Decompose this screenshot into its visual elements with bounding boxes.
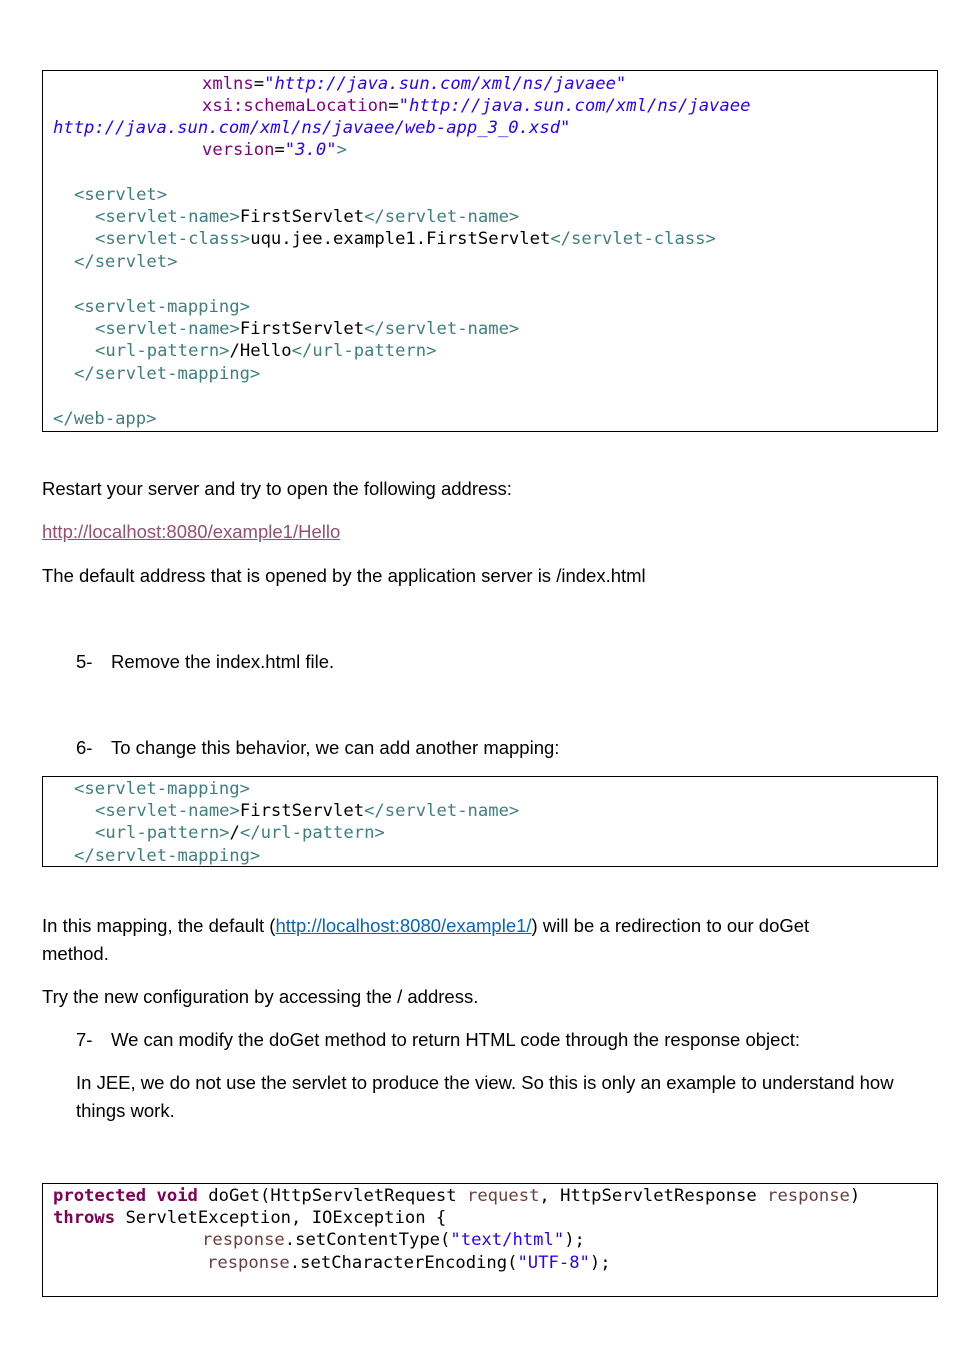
java-text: .setContentType( bbox=[284, 1230, 451, 1250]
xml-attribute: xsi:schemaLocation bbox=[202, 96, 389, 116]
java-text: .setCharacterEncoding( bbox=[289, 1253, 518, 1273]
xml-tag: </servlet-name> bbox=[364, 207, 520, 227]
step-number: 7- bbox=[76, 1029, 93, 1050]
code-line-url-pattern bbox=[95, 822, 385, 844]
java-text: doGet(HttpServletRequest bbox=[208, 1186, 457, 1206]
xml-tag: <servlet-class> bbox=[95, 229, 251, 249]
code-block-webxml bbox=[42, 70, 938, 432]
java-keyword: void bbox=[156, 1186, 198, 1206]
xml-value: "http://java.sun.com/xml/ns/javaee bbox=[398, 96, 751, 116]
java-text: ServletException, IOException { bbox=[125, 1208, 447, 1228]
xml-tag: <servlet-mapping> bbox=[74, 779, 250, 799]
xml-tag: </servlet-name> bbox=[364, 801, 520, 821]
code-line-servlet-name bbox=[95, 206, 519, 228]
code-line-set-encoding bbox=[207, 1252, 611, 1274]
xml-tag: <servlet-mapping> bbox=[74, 297, 250, 317]
code-line-throws bbox=[53, 1207, 446, 1229]
code-line-servlet-class bbox=[95, 228, 716, 250]
xml-tag: <servlet-name> bbox=[95, 207, 240, 227]
hello-link[interactable]: http://localhost:8080/example1/Hello bbox=[42, 521, 341, 542]
java-text: , bbox=[539, 1186, 550, 1206]
xml-tag: > bbox=[336, 140, 347, 160]
text-segment: In this mapping, the default ( bbox=[42, 915, 276, 936]
code-line-url-pattern bbox=[95, 340, 437, 362]
xml-value: "http://java.sun.com/xml/ns/javaee" bbox=[264, 74, 627, 94]
code-line-mapping-name bbox=[95, 800, 519, 822]
java-text: ); bbox=[564, 1230, 585, 1250]
java-text: HttpServletResponse bbox=[560, 1186, 757, 1206]
xml-equals: = bbox=[388, 96, 399, 116]
code-line-mapping-open bbox=[74, 778, 250, 800]
xml-text: FirstServlet bbox=[239, 319, 365, 339]
paragraph-jee-line2: things work. bbox=[76, 1100, 175, 1121]
java-variable: response bbox=[202, 1230, 285, 1250]
code-line-mapping-close bbox=[74, 845, 260, 867]
code-line-signature bbox=[53, 1185, 860, 1207]
xml-tag: <servlet-name> bbox=[95, 319, 240, 339]
code-line-servlet-close bbox=[74, 251, 177, 273]
step-text: We can modify the doGet method to return HTML code through the response object: bbox=[111, 1029, 800, 1050]
step-text: Remove the index.html file. bbox=[111, 651, 335, 672]
xml-tag: </servlet-name> bbox=[364, 319, 520, 339]
code-line-webapp-close bbox=[53, 408, 156, 430]
java-string: "text/html" bbox=[450, 1230, 565, 1250]
code-line-mapping-open bbox=[74, 296, 250, 318]
xml-text: FirstServlet bbox=[239, 207, 365, 227]
xml-attribute: xmlns bbox=[202, 74, 254, 94]
java-variable: response bbox=[767, 1186, 850, 1206]
xml-value: "3.0" bbox=[284, 140, 337, 160]
code-line-schema bbox=[202, 95, 750, 117]
code-block-doget bbox=[42, 1183, 938, 1297]
code-line-mapping-close bbox=[74, 363, 260, 385]
java-text: ) bbox=[849, 1186, 861, 1206]
code-line-servlet-open bbox=[74, 184, 167, 206]
code-line-xmlns bbox=[202, 73, 626, 95]
example1-link[interactable]: http://localhost:8080/example1/ bbox=[275, 915, 532, 936]
step-number: 6- bbox=[76, 737, 93, 758]
step-6 bbox=[76, 734, 559, 762]
xml-tag: </servlet-class> bbox=[550, 229, 716, 249]
java-keyword: protected bbox=[53, 1186, 147, 1206]
xml-text: /Hello bbox=[229, 341, 292, 361]
xml-tag: <url-pattern> bbox=[95, 823, 230, 843]
java-string: "UTF-8" bbox=[517, 1253, 590, 1273]
paragraph-restart: Restart your server and try to open the following address: bbox=[42, 478, 512, 499]
xml-attribute: version bbox=[202, 140, 275, 160]
java-variable: response bbox=[207, 1253, 290, 1273]
paragraph-try: Try the new configuration by accessing the / address. bbox=[42, 986, 479, 1007]
xml-value: http://java.sun.com/xml/ns/javaee/web-app_3_0.xsd" bbox=[53, 118, 571, 138]
step-7 bbox=[76, 1026, 800, 1054]
xml-equals: = bbox=[274, 140, 285, 160]
step-5 bbox=[76, 648, 334, 676]
xml-tag: </servlet-mapping> bbox=[74, 846, 261, 866]
step-number: 5- bbox=[76, 651, 93, 672]
java-variable: request bbox=[466, 1186, 540, 1206]
paragraph-mapping bbox=[42, 912, 809, 940]
code-block-mapping bbox=[42, 776, 938, 867]
paragraph-default-address: The default address that is opened by the application server is /index.html bbox=[42, 565, 646, 586]
paragraph-jee-line1: In JEE, we do not use the servlet to produce the view. So this is only an example to understand how bbox=[76, 1072, 894, 1093]
xml-tag: </url-pattern> bbox=[239, 823, 385, 843]
step-text: To change this behavior, we can add another mapping: bbox=[111, 737, 560, 758]
xml-equals: = bbox=[253, 74, 265, 94]
xml-tag: <servlet> bbox=[74, 185, 168, 205]
code-line-schema-continued bbox=[53, 117, 570, 139]
xml-tag: </servlet-mapping> bbox=[74, 364, 261, 384]
paragraph-link bbox=[42, 518, 340, 546]
text-segment: ) will be a redirection to our doGet bbox=[531, 915, 810, 936]
xml-tag: </servlet> bbox=[74, 252, 178, 272]
xml-text: FirstServlet bbox=[239, 801, 365, 821]
paragraph-mapping-line2: method. bbox=[42, 943, 109, 964]
xml-tag: <servlet-name> bbox=[95, 801, 240, 821]
xml-tag: </web-app> bbox=[53, 409, 157, 429]
xml-tag: <url-pattern> bbox=[95, 341, 230, 361]
xml-tag: </url-pattern> bbox=[291, 341, 437, 361]
java-text: ); bbox=[589, 1253, 611, 1273]
code-line-set-content-type bbox=[202, 1229, 585, 1251]
code-line-mapping-name bbox=[95, 318, 519, 340]
xml-text: / bbox=[229, 823, 240, 843]
java-keyword: throws bbox=[53, 1208, 116, 1228]
code-line-version bbox=[202, 139, 347, 161]
xml-text: uqu.jee.example1.FirstServlet bbox=[250, 229, 551, 249]
